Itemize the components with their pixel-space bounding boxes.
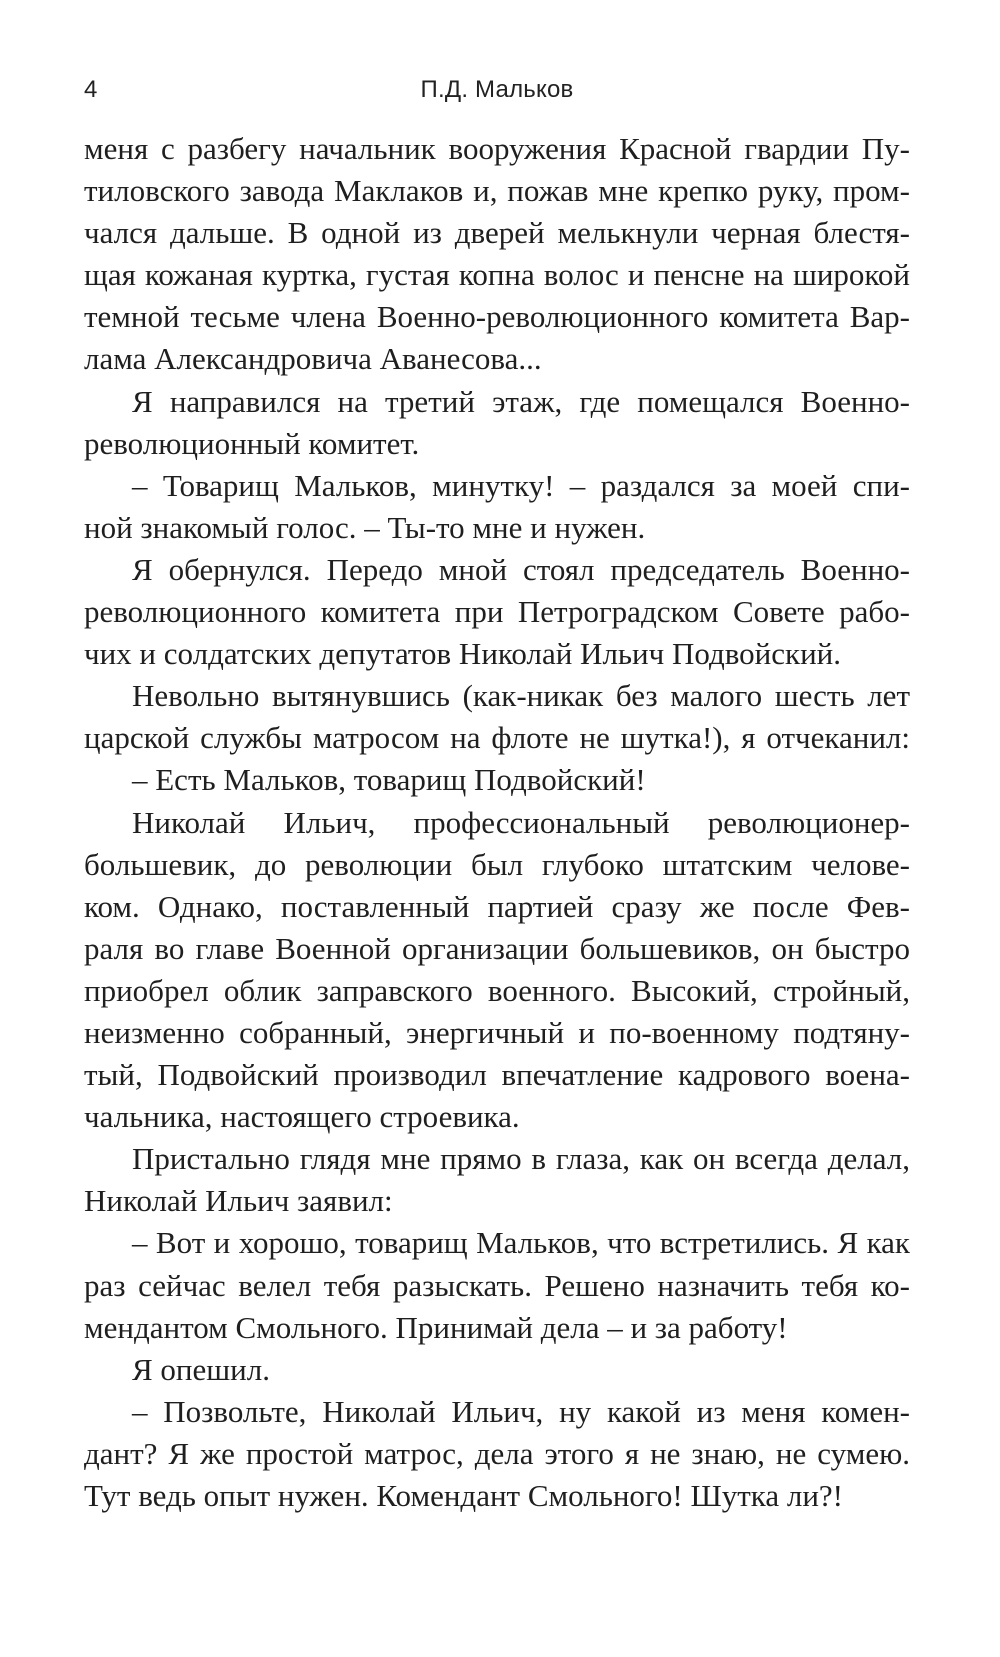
text-line: Я опешил.	[132, 1351, 270, 1387]
text-line: чих и солдатских депутатов Николай Ильич Подвойский.	[84, 636, 842, 672]
text-line: Тут ведь опыт нужен. Комендант Смольного! Шутка ли?!	[84, 1478, 844, 1513]
text-line: темной тесьме члена Военно-революционного комитета Вар-	[84, 299, 910, 335]
text-line: чальника, настоящего строевика.	[84, 1099, 520, 1135]
text-line: – Позвольте, Николай Ильич, ну какой из меня комен-	[132, 1393, 910, 1429]
text-line: Николай Ильич, профессиональный революционер-	[132, 804, 910, 840]
text-line: чался дальше. В одной из дверей мелькнули черная блестя-	[84, 215, 910, 251]
text-line: раля во главе Военной организации большевиков, он быстро	[84, 930, 910, 966]
text-line: Николай Ильич заявил:	[84, 1183, 393, 1219]
running-head-author: П.Д. Мальков	[420, 76, 574, 103]
text-line: тиловского завода Маклаков и, пожав мне крепко руку, пром-	[84, 173, 910, 209]
text-line: тый, Подвойский производил впечатление кадрового воена-	[84, 1057, 910, 1093]
text-line: большевик, до революции был глубоко штатским челове-	[84, 846, 910, 882]
text-line: лама Александровича Аванесова...	[84, 341, 542, 377]
text-line: Я направился на третий этаж, где помещался Военно-	[132, 383, 910, 419]
text-line: Я обернулся. Передо мной стоял председатель Военно-	[132, 551, 910, 587]
text-line: – Есть Мальков, товарищ Подвойский!	[132, 762, 646, 798]
body-text	[84, 128, 910, 1517]
text-line: – Товарищ Мальков, минутку! – раздался за моей спи-	[132, 467, 910, 503]
text-line: дант? Я же простой матрос, дела этого я не знаю, не сумею.	[84, 1435, 910, 1471]
text-line: – Вот и хорошо, товарищ Мальков, что встретились. Я как	[132, 1225, 910, 1261]
text-line: революционного комитета при Петроградском Совете рабо-	[84, 594, 910, 630]
text-line: Невольно вытянувшись (как-никак без малого шесть лет	[132, 678, 910, 714]
text-line: царской службы матросом на флоте не шутка!), я отчеканил:	[84, 720, 910, 756]
text-line: ной знакомый голос. – Ты-то мне и нужен.	[84, 509, 646, 545]
text-line: революционный комитет.	[84, 425, 420, 461]
text-line: щая кожаная куртка, густая копна волос и пенсне на широкой	[84, 257, 910, 293]
page-number: 4	[84, 76, 98, 103]
text-line: раз сейчас велел тебя разыскать. Решено назначить тебя ко-	[84, 1267, 910, 1303]
text-line: неизменно собранный, энергичный и по-военному подтяну-	[84, 1014, 910, 1050]
text-line: приобрел облик заправского военного. Высокий, стройный,	[84, 972, 910, 1008]
text-line: меня с разбегу начальник вооружения Красной гвардии Пу-	[84, 131, 910, 166]
page-header	[84, 72, 910, 108]
text-line: Пристально глядя мне прямо в глаза, как он всегда делал,	[132, 1141, 910, 1177]
text-line: мендантом Смольного. Принимай дела – и за работу!	[84, 1309, 788, 1345]
text-line: ком. Однако, поставленный партией сразу же после Фев-	[84, 888, 910, 924]
